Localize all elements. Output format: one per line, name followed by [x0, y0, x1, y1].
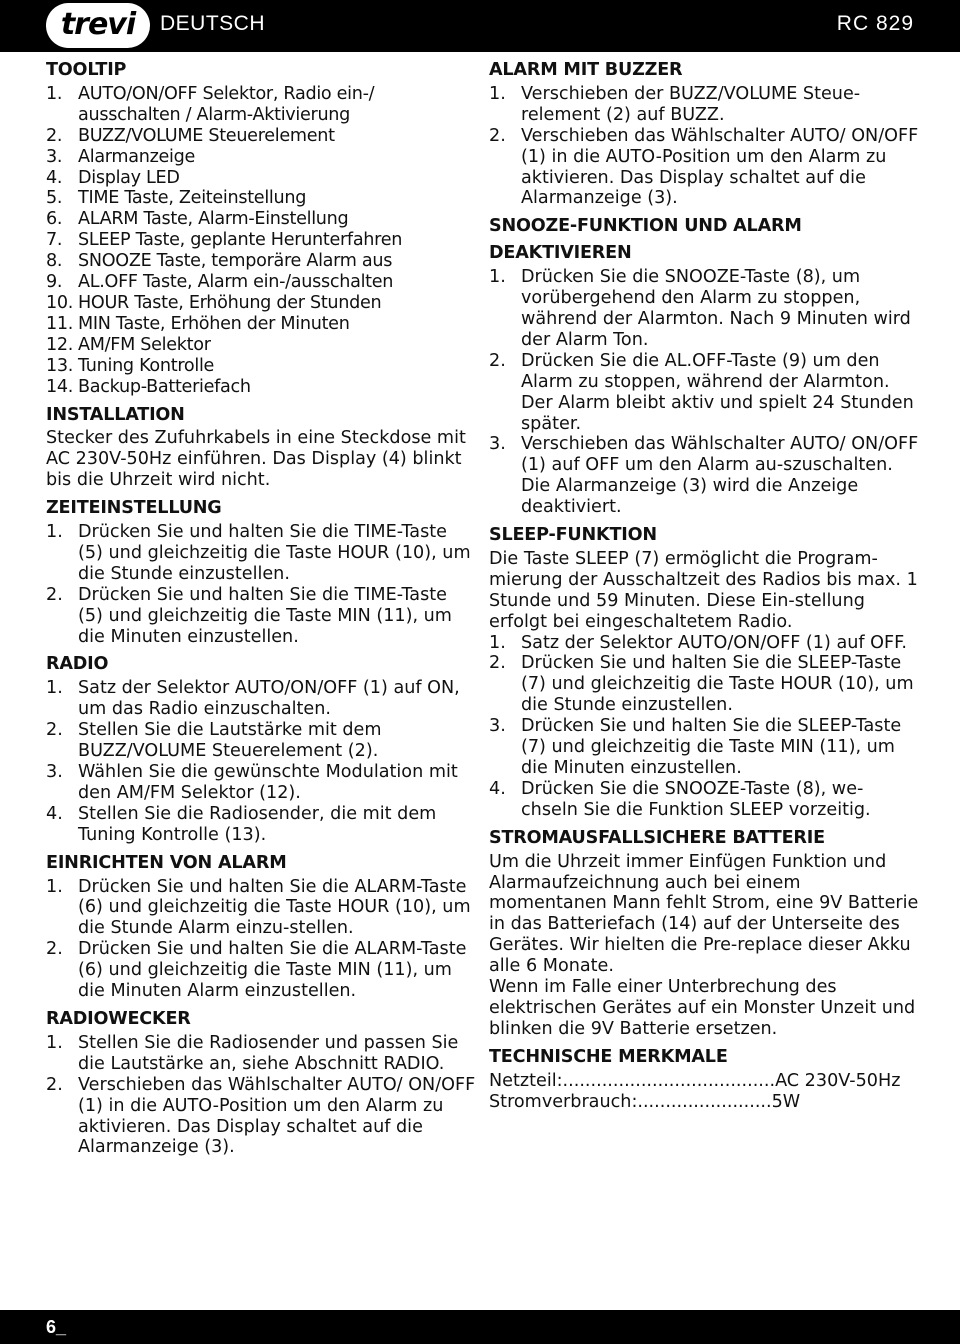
sleep-list: [489, 633, 919, 821]
zeiteinstellung-list: [46, 522, 476, 647]
list-item: 3. Alarmanzeige: [46, 146, 196, 167]
list-item: 2. Verschieben das Wählschalter AUTO/ ON/OFF (1) in die AUTO-Position um den Alarm zu aktivieren. Das Display schaltet auf die Alarmanzeige (3).: [46, 1074, 476, 1158]
logo-text: trevi: [60, 7, 136, 42]
radio-list: [46, 678, 476, 845]
list-item: 1. Drücken Sie und halten Sie die ALARM-Taste (6) und gleichzeitig die Taste HOUR (10), um die Stunde Alarm einzu-stellen.: [46, 876, 471, 939]
radiowecker-heading: RADIOWECKER: [46, 1008, 191, 1029]
snooze-list: [489, 267, 919, 518]
list-item: 3. Verschieben das Wählschalter AUTO/ ON/OFF (1) auf OFF um den Alarm au-szuschalten. Die Alarmanzeige (3) wird die Anzeige deaktiviert.: [489, 434, 919, 518]
list-item: 2. Drücken Sie und halten Sie die TIME-Taste (5) und gleichzeitig die Taste MIN (11), um die Minuten einzustellen.: [46, 584, 452, 647]
list-item: 1. Stellen Sie die Radiosender und passen Sie die Lautstärke an, siehe Abschnitt RADIO.: [46, 1032, 459, 1074]
list-item: 1. Satz der Selektor AUTO/ON/OFF (1) auf OFF.: [489, 632, 908, 653]
tooltip-list: [46, 84, 476, 398]
snooze-heading-line1: SNOOZE-FUNKTION UND ALARM: [489, 216, 802, 237]
spec-row-netzteil: [489, 1071, 919, 1092]
sleep-heading: SLEEP-FUNKTION: [489, 525, 657, 546]
spec-label: Netzteil:: [489, 1070, 563, 1091]
list-item: 2. Drücken Sie die AL.OFF-Taste (9) um den Alarm zu stoppen, während der Alarmton. Der Alarm bleibt aktiv und spielt 24 Stunden später.: [489, 350, 914, 434]
alarm-setup-list: [46, 877, 476, 1002]
footer-bar: [0, 1310, 960, 1344]
spec-value: 5W: [771, 1091, 801, 1112]
list-item: 2. Drücken Sie und halten Sie die ALARM-Taste (6) und gleichzeitig die Taste MIN (11), um die Minuten Alarm einzustellen.: [46, 939, 467, 1002]
spec-dots: ........................: [637, 1091, 772, 1112]
alarm-setup-heading: EINRICHTEN VON ALARM: [46, 852, 287, 873]
installation-text: Stecker des Zufuhrkabels in eine Steckdose mit AC 230V-50Hz einführen. Das Display (4) blinkt bis die Uhrzeit wird nicht.: [46, 428, 466, 491]
language-label: DEUTSCH: [160, 12, 266, 35]
list-item: 7. SLEEP Taste, geplante Herunterfahren: [46, 230, 403, 251]
list-item: 3. Drücken Sie und halten Sie die SLEEP-Taste (7) und gleichzeitig die Taste MIN (11), um die Minuten einzustellen.: [489, 716, 902, 778]
list-item: 11. MIN Taste, Erhöhen der Minuten: [46, 313, 350, 334]
list-item: 14. Backup-Batteriefach: [46, 376, 251, 397]
spec-row-stromverbrauch: [489, 1092, 919, 1113]
list-item: 1. Drücken Sie und halten Sie die TIME-Taste (5) und gleichzeitig die Taste HOUR (10), um die Stunde einzustellen.: [46, 522, 471, 584]
list-item: 3. Wählen Sie die gewünschte Modulation mit den AM/FM Selektor (12).: [46, 762, 458, 803]
spec-label: Stromverbrauch:: [489, 1091, 638, 1112]
buzzer-list: [489, 84, 919, 209]
radio-heading: RADIO: [46, 654, 109, 675]
radiowecker-list: [46, 1033, 476, 1158]
list-item: 1. Drücken Sie die SNOOZE-Taste (8), um vorübergehend den Alarm zu stoppen, während der Alarmton. Nach 9 Minuten wird der Alarm Ton.: [489, 267, 911, 350]
buzzer-heading: ALARM MIT BUZZER: [489, 60, 683, 80]
list-item: 2. Verschieben das Wählschalter AUTO/ ON/OFF (1) in die AUTO-Position um den Alarm zu aktivieren. Das Display schaltet auf die Alarmanzeige (3).: [489, 125, 919, 209]
list-item: 4. Drücken Sie die SNOOZE-Taste (8), we-chseln Sie die Funktion SLEEP vorzeitig.: [489, 778, 871, 820]
list-item: 1. Verschieben der BUZZ/VOLUME Steue-relement (2) auf BUZZ.: [489, 83, 861, 125]
list-item: 8. SNOOZE Taste, temporäre Alarm aus: [46, 251, 393, 272]
snooze-heading-line2: DEAKTIVIEREN: [489, 243, 632, 264]
list-item: 12. AM/FM Selektor: [46, 334, 211, 355]
page-number: 6_: [46, 1317, 67, 1337]
installation-heading: INSTALLATION: [46, 404, 185, 425]
sleep-text: Die Taste SLEEP (7) ermöglicht die Program-mierung der Ausschaltzeit des Radios bis max. 1 Stunde und 59 Minuten. Diese Ein-stellung erfolgt bei eingeschaltetem Radio.: [489, 548, 918, 632]
list-item: 4. Display LED: [46, 167, 180, 188]
model-label: RC 829: [836, 12, 914, 35]
specs-heading: TECHNISCHE MERKMALE: [489, 1046, 728, 1067]
list-item: 1. Satz der Selektor AUTO/ON/OFF (1) auf ON, um das Radio einzuschalten.: [46, 678, 460, 720]
battery-text: Um die Uhrzeit immer Einfügen Funktion und Alarmaufzeichnung auch bei einem momentanen Mann fehlt Strom, eine 9V Batterie in das Batteriefach (14) auf der Unterseite des Gerätes. Wir hielten die Pre-replace dieser Akku alle 6 Monate.: [489, 851, 919, 977]
list-item: 13. Tuning Kontrolle: [46, 355, 215, 376]
list-item: 6. ALARM Taste, Alarm-Einstellung: [46, 209, 349, 230]
list-item: 2. Drücken Sie und halten Sie die SLEEP-Taste (7) und gleichzeitig die Taste HOUR (10), um die Stunde einzustellen.: [489, 653, 914, 716]
header-bar: [0, 0, 960, 52]
list-item: 4. Stellen Sie die Radiosender, die mit dem Tuning Kontrolle (13).: [46, 803, 437, 845]
tooltip-heading: TOOLTIP: [46, 60, 127, 80]
list-item: 9. AL.OFF Taste, Alarm ein-/ausschalten: [46, 272, 394, 293]
list-item: 5. TIME Taste, Zeiteinstellung: [46, 188, 307, 209]
spec-value: AC 230V-50Hz: [775, 1070, 901, 1091]
snooze-heading: [489, 216, 919, 264]
list-item: 10. HOUR Taste, Erhöhung der Stunden: [46, 292, 382, 313]
list-item: 2. BUZZ/VOLUME Steuerelement: [46, 125, 335, 146]
battery-text-2: Wenn im Falle einer Unterbrechung des elektrischen Gerätes auf ein Monster Unzeit und blinken die 9V Batterie ersetzen.: [489, 977, 916, 1039]
list-item: 1. AUTO/ON/OFF Selektor, Radio ein-/ ausschalten / Alarm-Aktivierung: [46, 83, 375, 125]
right-column: [489, 60, 919, 1113]
list-item: 2. Stellen Sie die Lautstärke mit dem BUZZ/VOLUME Steuerelement (2).: [46, 720, 382, 762]
zeiteinstellung-heading: ZEITEINSTELLUNG: [46, 498, 222, 519]
battery-heading: STROMAUSFALLSICHERE BATTERIE: [489, 827, 825, 848]
spec-dots: ......................................: [562, 1070, 776, 1091]
left-column: [46, 60, 476, 1158]
trevi-logo: [46, 3, 150, 48]
